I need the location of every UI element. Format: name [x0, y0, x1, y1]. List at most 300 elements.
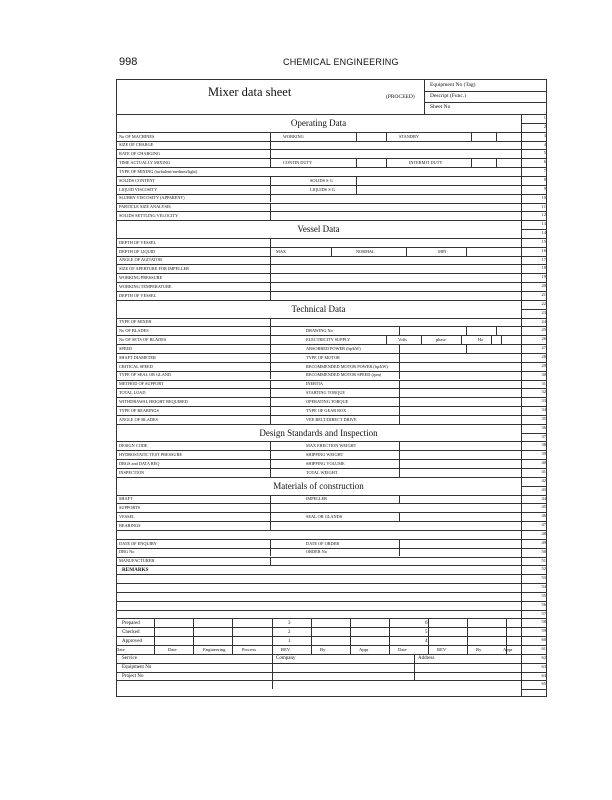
- signoff-column-header: Engineering: [203, 646, 226, 652]
- rule-line: [116, 167, 521, 168]
- rule-line: [116, 636, 521, 637]
- label-max-erection-weight: MAX ERECTION WEIGHT: [306, 443, 357, 449]
- column-divider: [270, 441, 271, 450]
- rule-line: [116, 300, 521, 301]
- line-number: 50: [541, 548, 546, 554]
- project-no-label: Project No: [122, 674, 144, 680]
- label-order-no: ORDER No: [306, 549, 327, 555]
- label-hz: Hz: [478, 337, 484, 343]
- column-divider: [506, 636, 507, 645]
- line-number: 6: [543, 159, 546, 165]
- rule-line: [116, 583, 521, 584]
- line-number: 8: [543, 176, 546, 182]
- rule-line: [116, 557, 521, 558]
- label-inspection: INSPECTION: [119, 469, 145, 475]
- label-angle-blades: ANGLE OF BLADES: [119, 416, 158, 422]
- column-divider: [270, 185, 271, 194]
- column-divider: [270, 141, 271, 150]
- line-number: 24: [541, 318, 546, 324]
- descript-label: Descript (Func.): [430, 93, 467, 99]
- line-number: 57: [541, 610, 546, 616]
- column-divider: [496, 132, 497, 141]
- column-divider: [399, 397, 400, 406]
- column-divider: [154, 618, 155, 627]
- line-number: 54: [541, 584, 546, 590]
- rule-line: [116, 264, 521, 265]
- line-number: 19: [541, 274, 546, 280]
- line-number: 20: [541, 283, 546, 289]
- line-number: 18: [541, 265, 546, 271]
- rule-line: [116, 203, 521, 204]
- column-divider: [428, 645, 429, 654]
- remarks-label: REMARKS: [122, 566, 149, 573]
- column-divider: [311, 627, 312, 636]
- column-divider: [506, 618, 507, 627]
- rev-number: 6: [425, 620, 428, 626]
- column-divider: [399, 441, 400, 450]
- label-depth-vessel-2: DEPTH OF VESSEL: [119, 292, 157, 298]
- column-divider: [491, 335, 492, 344]
- section-operating-data: Operating Data: [290, 117, 347, 128]
- column-divider: [232, 618, 233, 627]
- label-rate-charging: RATE OF CHARGING: [119, 151, 161, 157]
- section-technical-data: Technical Data: [291, 303, 346, 314]
- column-divider: [270, 406, 271, 415]
- label-size-charge: SIZE OF CHARGE: [119, 142, 154, 148]
- page-number: 998: [119, 56, 138, 68]
- rule-line: [116, 530, 521, 531]
- column-divider: [331, 247, 332, 256]
- label-drg-no: DRG No: [119, 549, 135, 555]
- label-solids-settling: SOLIDS SETTLING VELOCITY: [119, 213, 179, 219]
- column-divider: [389, 645, 390, 654]
- label-rec-motor-speed: RECOMMENDED MOTOR SPEED (rpm): [306, 372, 382, 378]
- column-divider: [270, 353, 271, 362]
- label-no-machines: No OF MACHINES: [119, 133, 155, 139]
- column-divider: [399, 353, 400, 362]
- label-phase: phase: [436, 337, 446, 343]
- column-divider: [350, 627, 351, 636]
- label-manufacturer: MANUFACTURER: [119, 558, 155, 564]
- label-operating-torque: OPERATING TORQUE: [306, 399, 349, 404]
- label-angle-agitator: ANGLE OF AGITATOR: [119, 257, 163, 263]
- line-number: 36: [541, 424, 546, 430]
- label-rec-motor-power: RECOMMENDED MOTOR POWER (hp/kW): [306, 363, 388, 369]
- rule-line: [116, 282, 521, 283]
- line-number: 56: [541, 601, 546, 607]
- line-number: 45: [541, 504, 546, 510]
- equipment-no-label: Equipment No: [122, 665, 152, 671]
- line-number: 64: [541, 672, 546, 678]
- signoff-column-header: Date: [116, 646, 125, 652]
- line-number: 32: [541, 389, 546, 395]
- line-number: 41: [541, 469, 546, 474]
- running-title: CHEMICAL ENGINEERING: [283, 57, 399, 67]
- line-number: 26: [541, 336, 546, 342]
- column-divider: [356, 185, 357, 194]
- column-divider: [399, 539, 400, 548]
- label-bearings: BEARINGS: [119, 522, 141, 528]
- column-divider: [399, 326, 400, 335]
- column-divider: [270, 132, 271, 141]
- label-type-mixing: TYPE OF MIXING (turbulent/medium/light): [119, 168, 198, 174]
- rule-line: [116, 318, 521, 319]
- column-divider: [232, 636, 233, 645]
- column-divider: [270, 512, 271, 521]
- column-divider: [399, 362, 400, 371]
- rule-line: [116, 468, 521, 469]
- signoff-column-header: Date: [398, 646, 407, 652]
- column-divider: [270, 521, 271, 530]
- line-number: 49: [541, 539, 546, 545]
- label-normal: NORMAL: [356, 248, 375, 254]
- rule-line: [116, 415, 521, 416]
- rule-line: [116, 141, 521, 142]
- column-divider: [350, 645, 351, 654]
- line-number: 3: [543, 132, 546, 138]
- label-intermit-duty: INTERMIT DUTY: [409, 160, 443, 166]
- rule-line: [116, 406, 521, 407]
- label-no-sets-blades: No OF SETS OF BLADES: [119, 337, 167, 343]
- rule-line: [116, 326, 521, 327]
- column-divider: [270, 468, 271, 477]
- column-divider: [270, 548, 271, 557]
- column-divider: [496, 158, 497, 167]
- line-number: 61: [541, 646, 546, 651]
- label-particle-size: PARTICLE SIZE ANALYSIS: [119, 204, 171, 210]
- column-divider: [399, 468, 400, 477]
- column-divider: [501, 335, 502, 344]
- rule-line: [116, 380, 521, 381]
- column-divider: [154, 627, 155, 636]
- label-type-mixer: TYPE OF MIXER: [119, 319, 152, 325]
- line-number: 65: [541, 681, 546, 687]
- rule-line: [116, 539, 521, 540]
- line-number: 27: [541, 345, 546, 351]
- column-divider: [270, 203, 271, 212]
- line-number: 14: [541, 230, 546, 236]
- line-number: 17: [541, 256, 546, 262]
- label-method-support: METHOD OF SUPPORT: [119, 381, 164, 387]
- label-min: MIN: [438, 248, 447, 254]
- service-label: Service: [122, 656, 137, 662]
- column-divider: [466, 326, 467, 335]
- line-number: 35: [541, 415, 546, 421]
- label-speed: SPEED: [119, 345, 133, 351]
- rule-line: [116, 654, 521, 655]
- label-shaft-diameter: SHAFT DIAMETER: [119, 354, 156, 360]
- column-divider: [471, 132, 472, 141]
- section-materials: Materials of construction: [273, 480, 364, 491]
- column-divider: [389, 627, 390, 636]
- column-divider: [414, 654, 415, 663]
- label-depth-vessel: DEPTH OF VESSEL: [119, 239, 157, 245]
- column-divider: [154, 636, 155, 645]
- rule-line: [116, 185, 521, 186]
- label-hydrostatic-test: HYDROSTATIC TEST PRESSURE: [119, 452, 183, 458]
- signoff-column-header: Date: [168, 646, 177, 652]
- line-number: 62: [541, 654, 546, 660]
- label-inertia: INERTIA: [306, 381, 323, 387]
- column-divider: [270, 176, 271, 185]
- rev-number: 3: [288, 620, 291, 626]
- signoff-column-header: Appr: [503, 646, 513, 652]
- column-divider: [232, 627, 233, 636]
- line-number: 7: [543, 168, 546, 174]
- column-divider: [270, 371, 271, 380]
- section-design-standards: Design Standards and Inspection: [259, 427, 378, 438]
- label-working-pressure: WORKING PRESSURE: [119, 275, 163, 281]
- column-divider: [270, 149, 271, 158]
- sheet-no-label: Sheet No: [430, 104, 451, 110]
- column-divider: [154, 645, 155, 654]
- rule-line: [116, 592, 521, 593]
- rule-line: [116, 424, 521, 425]
- label-max: MAX: [276, 248, 287, 254]
- proceed-label: (PROCEED): [386, 94, 415, 100]
- line-number: 40: [541, 460, 546, 466]
- rule-line: [116, 565, 521, 566]
- rule-line: [116, 220, 521, 221]
- line-number: 43: [541, 486, 546, 492]
- line-number: 22: [541, 300, 546, 306]
- column-divider: [399, 371, 400, 380]
- label-type-motor: TYPE OF MOTOR: [306, 354, 340, 360]
- line-number: 34: [541, 407, 546, 413]
- prepared-label: Prepared: [122, 620, 140, 626]
- label-type-bearings: TYPE OF BEARINGS: [119, 407, 159, 413]
- column-divider: [399, 406, 400, 415]
- rule-line: [116, 574, 521, 575]
- column-divider: [272, 663, 273, 672]
- approved-label: Approved: [122, 638, 142, 644]
- column-divider: [270, 362, 271, 371]
- rule-line: [116, 211, 521, 212]
- rule-line: [521, 689, 547, 690]
- signoff-column-header: REV: [281, 646, 291, 652]
- label-solids-sg: SOLIDS S G: [310, 177, 333, 183]
- line-number: 10: [541, 194, 546, 200]
- line-number: 15: [541, 238, 546, 244]
- column-divider: [428, 636, 429, 645]
- column-divider: [270, 247, 271, 256]
- rule-line: [116, 512, 521, 513]
- column-divider: [356, 132, 357, 141]
- label-solids-content: SOLIDS CONTENT: [119, 177, 156, 183]
- rule-line: [116, 176, 521, 177]
- mixer-data-sheet-form: [116, 79, 547, 697]
- rule-line: [116, 680, 521, 681]
- column-divider: [270, 194, 271, 203]
- label-drawing-no: DRAWING No: [306, 328, 333, 334]
- column-divider: [193, 627, 194, 636]
- column-divider: [466, 247, 467, 256]
- column-divider: [270, 495, 271, 504]
- line-number: 11: [541, 203, 546, 209]
- line-number: 4: [543, 141, 546, 147]
- label-type-gear-box: TYPE OF GEAR BOX: [306, 407, 347, 413]
- rule-line: [116, 291, 521, 292]
- equipment-tag-label: Equipment No (Tag): [430, 82, 476, 88]
- label-liquids-sg: LIQUIDS S G: [310, 186, 335, 192]
- line-number: 46: [541, 513, 546, 519]
- column-divider: [270, 264, 271, 273]
- column-divider: [270, 273, 271, 282]
- rule-line: [116, 247, 521, 248]
- line-number: 39: [541, 451, 546, 457]
- rule-line: [116, 610, 521, 611]
- column-divider: [270, 238, 271, 247]
- label-depth-liquid: DEPTH OF LIQUID: [119, 248, 156, 254]
- column-divider: [421, 335, 422, 344]
- company-label: Company: [276, 656, 296, 662]
- column-divider: [414, 663, 415, 672]
- column-divider: [272, 680, 273, 689]
- column-divider: [506, 627, 507, 636]
- column-divider: [496, 326, 497, 335]
- rule-line: [116, 645, 521, 646]
- line-number: 33: [541, 398, 546, 404]
- line-number: 12: [541, 212, 546, 218]
- column-divider: [270, 282, 271, 291]
- column-divider: [270, 557, 271, 566]
- label-liquid-viscosity: LIQUID VISCOSITY: [119, 186, 158, 192]
- section-vessel-data: Vessel Data: [297, 224, 340, 235]
- line-number: 2: [543, 123, 546, 129]
- column-divider: [270, 326, 271, 335]
- label-design-code: DESIGN CODE: [119, 443, 148, 449]
- label-working-temperature: WORKING TEMPERATURE: [119, 283, 172, 289]
- line-number: 25: [541, 327, 546, 333]
- label-slurry-viscosity: SLURRY VISCOSITY (APPARENT): [119, 195, 185, 201]
- rule-line: [116, 627, 521, 628]
- column-divider: [270, 318, 271, 327]
- column-divider: [467, 618, 468, 627]
- column-divider: [270, 397, 271, 406]
- label-total-load: TOTAL LOAD: [119, 390, 146, 396]
- rule-line: [116, 158, 521, 159]
- line-number: 5: [543, 150, 546, 156]
- label-vee-belt: VEE BELT/DIRECT DRIVE: [306, 416, 357, 422]
- label-date-order: DATE OF ORDER: [306, 540, 340, 546]
- rule-line: [424, 91, 547, 92]
- line-number: 31: [541, 380, 546, 386]
- column-divider: [386, 158, 387, 167]
- rule-line: [116, 459, 521, 460]
- form-title: Mixer data sheet: [208, 85, 292, 99]
- rule-line: [116, 388, 521, 389]
- rule-line: [116, 450, 521, 451]
- signoff-column-header: REV: [437, 646, 447, 652]
- address-label: Address: [418, 656, 435, 662]
- column-divider: [466, 344, 467, 353]
- column-divider: [193, 636, 194, 645]
- column-divider: [270, 344, 271, 353]
- line-number: 1: [543, 115, 546, 120]
- column-divider: [350, 618, 351, 627]
- column-divider: [428, 618, 429, 627]
- signoff-column-header: By: [320, 646, 326, 652]
- label-size-aperture: SIZE OF APERTURE FOR IMPELLER: [119, 266, 189, 272]
- label-critical-speed: CRITICAL SPEED: [119, 363, 153, 369]
- label-electricity-supply: ELECTRICITY SUPPLY: [306, 337, 351, 343]
- line-number: 52: [541, 566, 546, 572]
- column-divider: [414, 672, 415, 681]
- column-divider: [270, 503, 271, 512]
- column-divider: [270, 256, 271, 265]
- column-divider: [399, 450, 400, 459]
- column-divider: [399, 548, 400, 557]
- rule-line: [116, 548, 521, 549]
- checked-label: Checked: [122, 629, 140, 635]
- label-contin-duty: CONTIN DUTY: [283, 160, 313, 166]
- line-number: 59: [541, 628, 546, 634]
- rule-line: [116, 663, 521, 664]
- column-divider: [232, 645, 233, 654]
- label-working: WORKING: [283, 133, 304, 139]
- label-total-weight: TOTAL WEIGHT: [306, 469, 338, 475]
- rev-number: 5: [425, 629, 428, 635]
- rule-line: [116, 335, 521, 336]
- rev-number: 2: [288, 629, 291, 635]
- column-divider: [406, 247, 407, 256]
- label-supports: SUPPORTS: [119, 505, 140, 511]
- column-divider: [270, 450, 271, 459]
- rule-line: [116, 371, 521, 372]
- line-number: 48: [541, 530, 546, 536]
- line-number: 47: [541, 522, 546, 528]
- column-divider: [399, 415, 400, 424]
- column-divider: [424, 79, 425, 114]
- column-divider: [272, 636, 273, 645]
- column-divider: [399, 459, 400, 468]
- column-divider: [270, 211, 271, 220]
- label-vessel: VESSEL: [119, 514, 135, 520]
- column-divider: [386, 335, 387, 344]
- label-shipping-volume: SHIPPING VOLUME: [306, 460, 345, 466]
- column-divider: [270, 380, 271, 389]
- column-divider: [356, 176, 357, 185]
- rule-line: [116, 441, 521, 442]
- rule-line: [116, 362, 521, 363]
- column-divider: [272, 654, 273, 663]
- rule-line: [116, 273, 521, 274]
- line-number: 28: [541, 353, 546, 359]
- line-number: 30: [541, 371, 546, 377]
- line-number: 51: [541, 557, 546, 563]
- column-divider: [311, 636, 312, 645]
- rule-line: [424, 102, 547, 103]
- line-number: 58: [541, 619, 546, 625]
- rule-line: [116, 601, 521, 602]
- line-number: 16: [541, 247, 546, 253]
- rule-line: [116, 238, 521, 239]
- column-divider: [399, 344, 400, 353]
- signoff-column-header: By: [476, 646, 482, 652]
- rule-line: [116, 495, 521, 496]
- label-type-seal: TYPE OF SEAL OR GLAND: [119, 372, 172, 378]
- line-number: 42: [541, 477, 546, 483]
- column-divider: [270, 158, 271, 167]
- rule-line: [116, 344, 521, 345]
- column-divider: [399, 380, 400, 389]
- line-number: 21: [541, 292, 546, 297]
- rule-line: [116, 503, 521, 504]
- line-number: 13: [541, 221, 546, 227]
- line-number: 60: [541, 637, 546, 643]
- rev-number: 4: [425, 638, 428, 644]
- signoff-column-header: Process: [242, 646, 257, 652]
